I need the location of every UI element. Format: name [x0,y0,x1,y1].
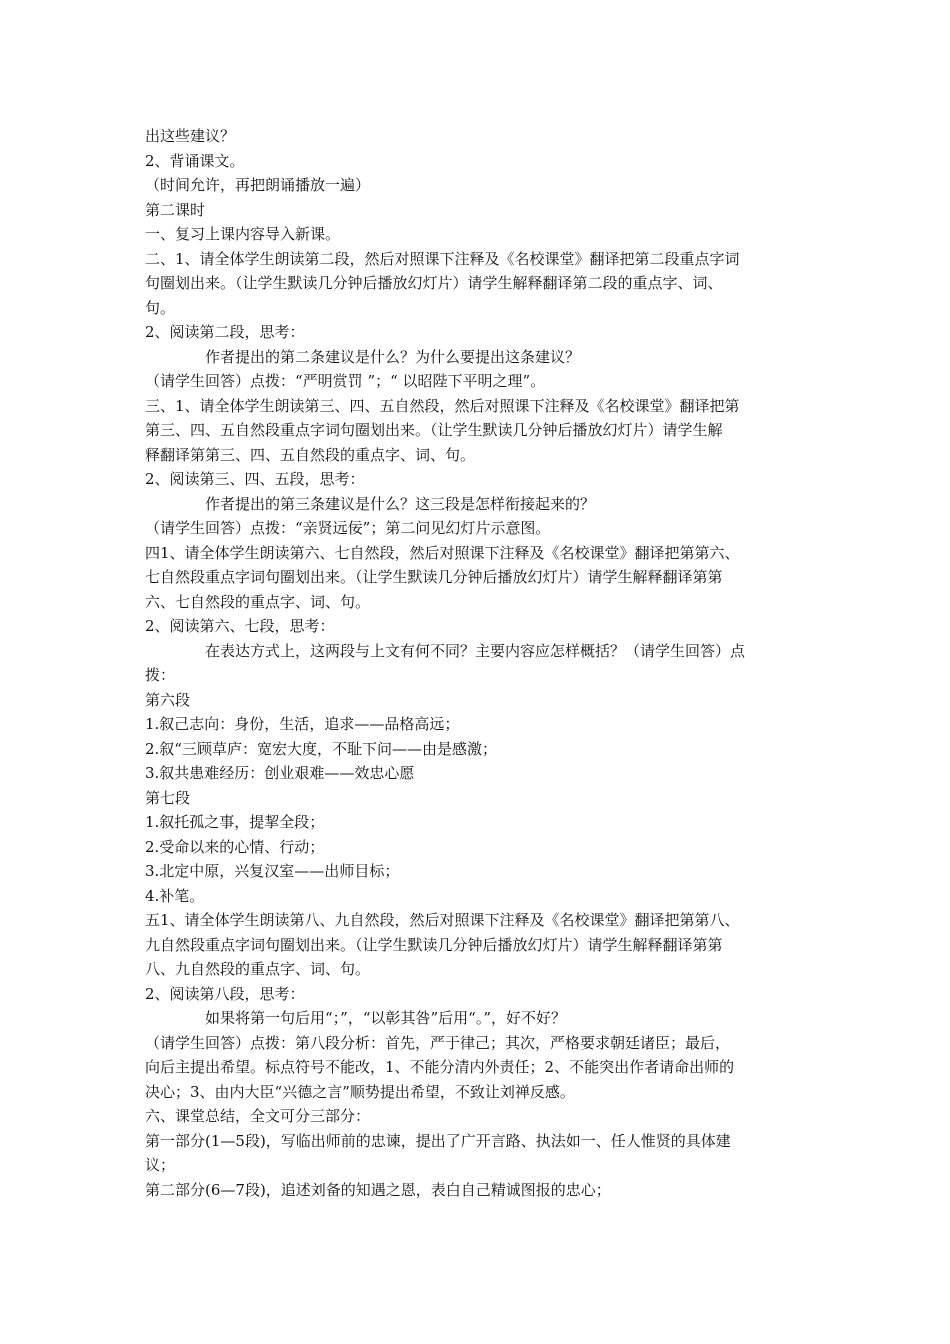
text-line: 作者提出的第二条建议是什么？为什么要提出这条建议？ [205,347,581,366]
text-line: 四1、请全体学生朗读第六、七自然段，然后对照课下注释及《名校课堂》翻译把第第六、 [145,543,740,562]
text-line: 第六段 [145,690,191,709]
text-line: 第二课时 [145,200,206,219]
text-line: 在表达方式上，这两段与上文有何不同？主要内容应怎样概括？（请学生回答）点 [205,641,746,660]
text-line: 2、阅读第八段，思考： [145,984,305,1003]
text-line: 句圈划出来。（让学生默读几分钟后播放幻灯片）请学生解释翻译第二段的重点字、词、 [145,274,723,292]
text-line: 向后主提出希望。标点符号不能改，1、不能分清内外责任；2、不能突出作者请命出师的 [145,1058,735,1076]
text-line: 拨： [145,666,176,684]
text-line: （请学生回答）点拨：“严明赏罚 ”；“ 以昭陛下平明之理”。 [145,372,546,390]
document-body [145,124,810,1202]
text-line: 九自然段重点字词句圈划出来。（让学生默读几分钟后播放幻灯片）请学生解释翻译第第 [145,935,723,954]
text-line: 第七段 [145,788,191,807]
text-line: 六、课堂总结，全文可分三部分： [145,1107,371,1125]
text-line: 二、1、请全体学生朗读第二段，然后对照课下注释及《名校课堂》翻译把第二段重点字词 [145,249,740,268]
text-line: 句。 [145,298,176,317]
text-line: 1.叙托孤之事，提挈全段； [145,813,325,831]
text-line: 五1、请全体学生朗读第八、九自然段，然后对照课下注释及《名校课堂》翻译把第第八、 [145,911,740,929]
text-line: 第二部分(6—7段)，追述刘备的知遇之恩，表白自己精诚图报的忠心； [145,1180,611,1199]
text-line: 1.叙己志向：身份，生活，追求——品格高远； [145,715,460,733]
text-line: 4.补笔。 [145,886,205,905]
text-line: （请学生回答）点拨：第八段分析：首先，严于律己；其次，严格要求朝廷诸臣；最后， [145,1033,731,1052]
text-line: 第一部分(1—5段)，写临出师前的忠谏，提出了广开言路、执法如一、任人惟贤的具体建 [145,1131,731,1150]
text-line: 如果将第一句后用“；”，“以彰其咎”后用“。”，好不好？ [205,1009,567,1027]
text-line: 3.叙共患难经历：创业艰难——效忠心愿 [145,764,415,782]
text-line: 2、背诵课文。 [145,151,245,170]
text-line: 出这些建议？ [145,127,236,145]
text-line: 决心；3、由内大臣“兴德之言”顺势提出希望，不致让刘禅反感。 [145,1082,575,1101]
text-line: 七自然段重点字词句圈划出来。（让学生默读几分钟后播放幻灯片）请学生解释翻译第第 [145,568,723,586]
text-line: 一、复习上课内容导入新课。 [145,225,341,243]
text-line: （请学生回答）点拨：“亲贤远佞”；第二问见幻灯片示意图。 [145,519,551,537]
text-line: 释翻译第第三、四、五自然段的重点字、词、句。 [145,445,476,464]
text-line: 2、阅读第六、七段，思考： [145,617,335,635]
text-line: 2、阅读第三、四、五段，思考： [145,470,365,488]
text-line: 3.北定中原，兴复汉室——出师目标； [145,862,400,880]
text-line: 八、九自然段的重点字、词、句。 [145,960,371,978]
text-line: 2.受命以来的心情、行动； [145,837,325,856]
text-line: 议； [145,1156,176,1174]
text-line: 三、1、请全体学生朗读第三、四、五自然段，然后对照课下注释及《名校课堂》翻译把第 [145,396,740,415]
text-line: 2.叙“三顾草庐：宽宏大度，不耻下问——由是感激； [145,739,497,758]
text-line: 2、阅读第二段，思考： [145,323,305,341]
text-line: 六、七自然段的重点字、词、句。 [145,592,371,611]
text-line: 作者提出的第三条建议是什么？这三段是怎样衔接起来的？ [205,494,596,513]
text-line: 第三、四、五自然段重点字词句圈划出来。（让学生默读几分钟后播放幻灯片）请学生解 [145,421,723,439]
text-line: （时间允许，再把朗诵播放一遍） [145,176,371,194]
